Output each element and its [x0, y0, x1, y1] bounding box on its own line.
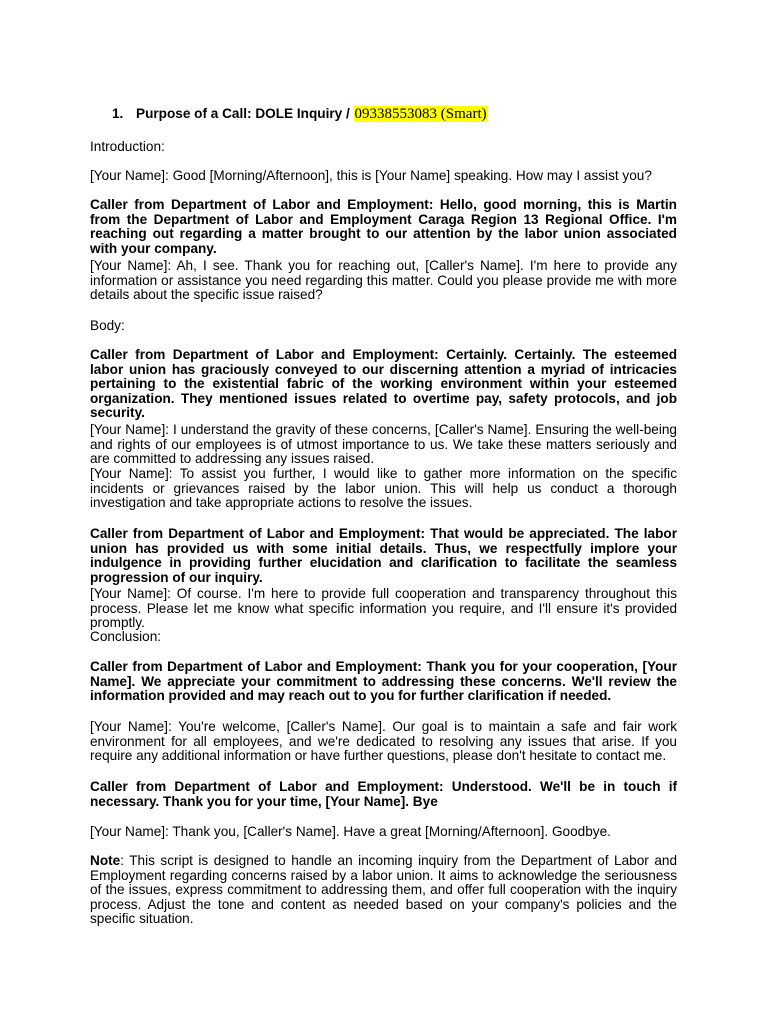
paragraph-your-name-welcome: [Your Name]: You're welcome, [Caller's Name]. Our goal is to maintain a safe and fair work environment for all employees, and we're dedicated to resolving any issues that arise. If you require any additional information or have further questions, please don't hesitate to contact me. [90, 719, 677, 764]
note-text: : This script is designed to handle an incoming inquiry from the Department of Labor and Employment regarding concerns raised by a labor union. It aims to acknowledge the seriousness of the issues, express commitment to addressing them, and offer full cooperation with the inquiry process. Adjust the tone and content as needed based on your company's policies and the specific situation. [90, 853, 677, 927]
highlighted-phone-number: 09338553083 (Smart) [354, 106, 487, 122]
conclusion-label: Conclusion: [90, 629, 162, 644]
paragraph-your-name-cooperation: [Your Name]: Of course. I'm here to provide full cooperation and transparency throughout this process. Please let me know what specific information you require, and I'll ensure it's provided promptly. [90, 586, 677, 631]
note-paragraph [90, 854, 677, 927]
note-label: Note [90, 853, 121, 868]
paragraph-your-name-greeting: [Your Name]: Good [Morning/Afternoon], this is [Your Name] speaking. How may I assist you? [90, 168, 652, 183]
paragraph-caller-thanks: Caller from Department of Labor and Employment: Thank you for your cooperation, [Your Name]. We appreciate your commitment to addressing these concerns. We'll review the information provided and may reach out to you for further clarification if needed. [90, 659, 677, 704]
heading-title: Purpose of a Call: DOLE Inquiry / [136, 106, 354, 121]
paragraph-your-name-goodbye: [Your Name]: Thank you, [Caller's Name]. Have a great [Morning/Afternoon]. Goodbye. [90, 824, 611, 839]
paragraph-your-name-understand: [Your Name]: I understand the gravity of these concerns, [Caller's Name]. Ensuring the well-being and rights of our employees is of utmost importance to us. We take these matters seriously and are committed to addressing any issues raised. [90, 422, 677, 467]
introduction-label: Introduction: [90, 139, 165, 154]
paragraph-your-name-acknowledge: [Your Name]: Ah, I see. Thank you for reaching out, [Caller's Name]. I'm here to provide any information or assistance you need regarding this matter. Could you please provide me with more details about the specific issue raised? [90, 258, 677, 303]
paragraph-caller-concerns: Caller from Department of Labor and Employment: Certainly. Certainly. The esteemed labor union has graciously conveyed to our discerning attention a myriad of intricacies pertaining to the existential fabric of the working environment within your esteemed organization. They mentioned issues related to overtime pay, safety protocols, and job security. [90, 347, 677, 421]
paragraph-caller-intro: Caller from Department of Labor and Employment: Hello, good morning, this is Martin from the Department of Labor and Employment Caraga Region 13 Regional Office. I'm reaching out regarding a matter brought to our attention by the labor union associated with your company. [90, 197, 677, 256]
section-heading [112, 106, 682, 123]
paragraph-caller-bye: Caller from Department of Labor and Employment: Understood. We'll be in touch if necessary. Thank you for your time, [Your Name]. Bye [90, 779, 677, 809]
body-label: Body: [90, 318, 125, 333]
heading-number: 1. [112, 106, 124, 121]
paragraph-your-name-assist: [Your Name]: To assist you further, I would like to gather more information on the specific incidents or grievances raised by the labor union. This will help us conduct a thorough investigation and take appropriate actions to resolve the issues. [90, 466, 677, 511]
paragraph-caller-details: Caller from Department of Labor and Employment: That would be appreciated. The labor union has provided us with some initial details. Thus, we respectfully implore your indulgence in providing further elucidation and clarification to facilitate the seamless progression of our inquiry. [90, 526, 677, 585]
